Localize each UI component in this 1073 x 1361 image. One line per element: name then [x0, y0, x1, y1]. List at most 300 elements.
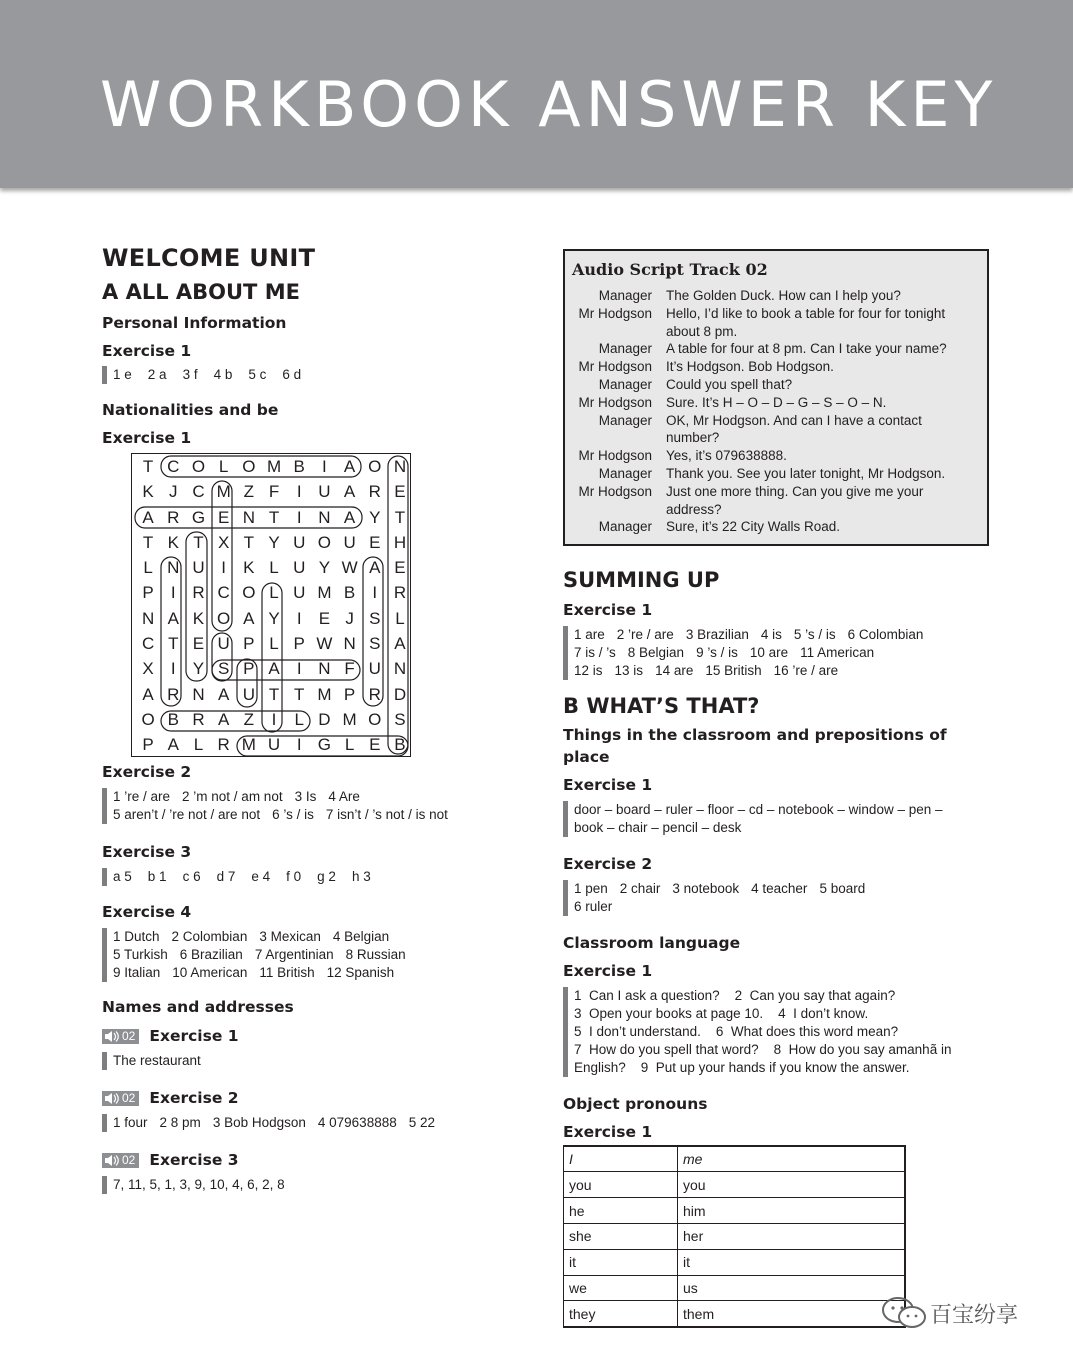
nationalities-heading: Nationalities and be [102, 401, 279, 419]
answer-item: 7 isn’t / ’s not / is not [325, 807, 448, 822]
script-speaker: Mr Hodgson [578, 394, 652, 410]
object-pronoun-cell: us [678, 1275, 906, 1301]
answer-line: book – chair – pencil – desk [574, 820, 742, 836]
circled-word-netherlands [388, 456, 408, 754]
word-search-letter: N [141, 608, 156, 628]
word-search-letter: I [221, 558, 228, 578]
script-line [572, 287, 979, 305]
word-search-letter: A [142, 684, 155, 704]
answer-item: 10 are [749, 645, 789, 661]
object-pronouns-heading: Object pronouns [563, 1095, 708, 1114]
table-row [564, 1146, 906, 1172]
section-a-title: A ALL ABOUT ME [102, 280, 300, 304]
script-speaker: Manager [598, 465, 652, 481]
answer-item: 15 British [705, 663, 762, 679]
script-text: Yes, it’s 079638888. [666, 448, 787, 464]
script-speaker: Manager [598, 341, 652, 357]
wechat-icon [880, 1296, 930, 1330]
script-speaker: Manager [598, 412, 652, 428]
answer-item: 12 is [574, 663, 603, 679]
answer-item: 7 is / ’s [574, 645, 616, 661]
answer-item: 4 Are [328, 789, 360, 804]
answer-item: 1 Dutch [113, 929, 160, 944]
answer-item: 16 ’re / are [773, 663, 839, 679]
script-speaker: Mr Hodgson [578, 359, 652, 375]
answer-item: 12 Spanish [326, 965, 395, 980]
word-search-letter: K [142, 482, 155, 502]
script-text: OK, Mr Hodgson. And can I have a contact number? [666, 412, 922, 446]
word-search-letter: W [341, 558, 359, 578]
word-search-letter: U [242, 684, 256, 704]
answer-line [574, 662, 993, 680]
word-search-letter: R [368, 684, 382, 704]
script-speaker: Mr Hodgson [578, 448, 652, 464]
word-search-letter: I [372, 583, 379, 603]
answer-item: 8 Russian [345, 947, 406, 962]
speaker-icon [105, 1155, 119, 1166]
answer-block [102, 868, 522, 886]
word-search-letter: Y [318, 558, 332, 578]
answer-item: 11 British [259, 965, 315, 980]
answer-line [574, 880, 993, 898]
word-search-letter: P [142, 735, 155, 755]
answer-line [574, 644, 993, 662]
answer-item: d 7 [216, 869, 236, 884]
exercise-heading: Exercise 1 [149, 1027, 239, 1045]
word-search-letter: I [296, 482, 303, 502]
answer-item: 2 8 pm [159, 1115, 201, 1130]
answer-line [113, 964, 522, 982]
script-text: Just one more thing. Can you give me your address? [666, 483, 924, 517]
summing-up-title: SUMMING UP [563, 568, 720, 593]
word-search-letter: L [218, 457, 230, 476]
word-search-letter: A [217, 709, 231, 729]
answer-item: 4 b [213, 367, 233, 382]
subject-pronoun-cell: you [564, 1172, 678, 1198]
word-search-letter: N [192, 684, 206, 704]
word-search-letter: K [243, 558, 256, 578]
word-search-letter: C [217, 583, 231, 603]
exercise-heading: Exercise 2 [102, 763, 192, 781]
script-text: Sure. It’s H – O – D – G – S – O – N. [666, 394, 887, 410]
script-text: Sure, it’s 22 City Walls Road. [666, 519, 841, 535]
word-search-letter: D [318, 709, 332, 729]
answer-item: 3 Is [294, 789, 317, 804]
page-header [0, 0, 1073, 188]
answer-item: 2 chair [619, 881, 661, 897]
speaker-icon [105, 1031, 119, 1042]
word-search-letter: Y [268, 532, 281, 552]
word-search-letter: N [343, 634, 357, 654]
answer-block [102, 928, 522, 982]
word-search-letter: Z [243, 709, 256, 729]
word-search-letter: N [242, 507, 256, 527]
word-search-letter: U [267, 735, 282, 755]
circled-word-usa [237, 659, 257, 707]
answer-line [113, 868, 522, 886]
answer-item: 5 ’s / is [793, 627, 836, 643]
script-line [572, 447, 979, 465]
answer-item: 1 pen [574, 881, 608, 897]
answer-item: 9 Italian [113, 965, 161, 980]
word-search-letter: E [394, 558, 407, 578]
table-row [564, 1249, 906, 1275]
answer-line: 1 Can I ask a question? 2 Can you say that again? [574, 988, 896, 1004]
word-search-letter: N [393, 457, 408, 476]
word-search-letter: R [217, 735, 231, 755]
answer-block [563, 801, 993, 837]
circled-word-mexico [212, 481, 232, 631]
right-column [563, 249, 993, 1328]
track-number: 02 [122, 1091, 136, 1105]
exercise-heading: Exercise 3 [149, 1151, 239, 1169]
answer-block [563, 987, 993, 1077]
exercise-heading-row [102, 1149, 522, 1171]
script-line [572, 340, 979, 358]
subject-pronoun-cell: I [564, 1146, 678, 1172]
word-search-letter: A [343, 507, 357, 527]
word-search-letter: M [317, 684, 333, 704]
word-search-letter: L [395, 608, 406, 628]
answer-line: 7 How do you spell that word? 8 How do you say amanhã in [574, 1042, 952, 1058]
word-search-letter: T [268, 507, 281, 527]
answer-item: g 2 [317, 869, 336, 884]
word-search-letter: I [170, 659, 177, 679]
script-text: Hello, I’d like to book a table for four for tonight about 8 pm. [666, 305, 946, 339]
answer-item: 1 are [574, 627, 605, 643]
answer-line [113, 806, 522, 824]
word-search-letter: R [192, 709, 206, 729]
word-search-letter: F [344, 659, 356, 679]
word-search-letter: L [269, 558, 280, 578]
answer-line: 6 ruler [574, 899, 613, 915]
exercise-heading: Exercise 4 [102, 903, 192, 921]
subject-pronoun-cell: she [564, 1224, 678, 1250]
word-search-letter: T [142, 532, 155, 552]
answer-item: 3 Mexican [259, 929, 321, 944]
word-search-letter: O [242, 583, 257, 603]
exercise-heading: Exercise 1 [563, 962, 653, 981]
subject-pronoun-cell: we [564, 1275, 678, 1301]
answer-item: 13 is [614, 663, 644, 679]
answer-line [113, 1114, 522, 1132]
word-search-letter: A [167, 735, 180, 755]
audio-script-dialogue [572, 287, 979, 536]
audio-track-badge[interactable] [102, 1029, 139, 1044]
personal-info-heading: Personal Information [102, 314, 287, 332]
word-search-letter: O [317, 532, 333, 552]
table-row [564, 1172, 906, 1198]
exercise-heading: Exercise 2 [563, 855, 653, 874]
answer-line: 5 I don’t understand. 6 What does this word mean? [574, 1024, 899, 1040]
answer-line: The restaurant [113, 1053, 201, 1068]
circled-word-brazil [161, 711, 310, 731]
table-row [564, 1301, 906, 1327]
circled-word-austria [363, 557, 383, 706]
word-search-letter: K [192, 608, 206, 628]
word-search-letter: F [268, 482, 281, 502]
word-search-letter: O [141, 709, 156, 729]
word-search-circles [132, 454, 412, 758]
script-line [572, 518, 979, 536]
circled-word-nigeria [161, 557, 181, 706]
word-search-letter: T [193, 532, 205, 552]
word-search-letter: X [217, 532, 231, 552]
answer-block [102, 788, 522, 824]
word-search-letter: J [169, 482, 179, 502]
word-search-letter: E [369, 735, 382, 755]
word-search-letter: N [318, 659, 332, 679]
word-search-letter: O [242, 457, 257, 476]
word-search-letter: I [296, 507, 303, 527]
answer-item: a 5 [113, 869, 132, 884]
answer-item: 9 ’s / is [696, 645, 738, 661]
answer-line: door – board – ruler – floor – cd – notebook – window – pen – [574, 802, 943, 818]
exercise-heading: Exercise 1 [563, 776, 653, 795]
answer-item: 2 a [147, 367, 167, 382]
script-speaker: Mr Hodgson [578, 305, 652, 321]
track-number: 02 [122, 1153, 136, 1167]
answer-item: c 6 [182, 869, 201, 884]
word-search-letter: U [293, 532, 307, 552]
audio-script-box [563, 249, 989, 546]
word-search-letter: U [293, 583, 307, 603]
things-classroom-heading: Things in the classroom and prepositions of place [563, 726, 947, 767]
object-pronoun-cell: you [678, 1172, 906, 1198]
word-search-letter: T [394, 507, 407, 527]
word-search-letter: E [369, 532, 382, 552]
word-search-letter: U [343, 532, 357, 552]
word-search-letter: P [293, 634, 306, 654]
answer-item: 6 ’s / is [272, 807, 314, 822]
pronoun-table [563, 1145, 906, 1328]
names-addresses-heading: Names and addresses [102, 998, 294, 1016]
word-search-letter: K [167, 532, 180, 552]
table-row [564, 1198, 906, 1224]
word-search-letter: N [318, 507, 332, 527]
word-search-letter: L [269, 634, 280, 654]
track-number: 02 [122, 1029, 136, 1043]
word-search-letter: A [268, 659, 281, 679]
subject-pronoun-cell: they [564, 1301, 678, 1327]
word-search-letter: E [192, 634, 206, 654]
word-search-letter: Y [192, 659, 206, 679]
word-search-letter: A [343, 482, 357, 502]
word-search-letter: U [217, 634, 231, 654]
answer-line: English? 9 Put up your hands if you know the answer. [574, 1060, 910, 1076]
word-search-letter: L [193, 735, 205, 755]
answer-line [113, 946, 522, 964]
answer-item: 5 22 [408, 1115, 436, 1130]
word-search-letter: B [343, 583, 357, 603]
answer-item: 4 teacher [751, 881, 808, 897]
word-search-letter: R [167, 684, 181, 704]
script-line [572, 394, 979, 412]
word-search-letter: T [294, 684, 306, 704]
word-search-letter: M [266, 457, 283, 476]
word-search-letter: W [316, 634, 334, 654]
unit-title: WELCOME UNIT [102, 244, 316, 272]
answer-item: 6 Brazilian [179, 947, 243, 962]
word-search-letter: O [191, 457, 207, 476]
answer-item: 11 American [800, 645, 875, 661]
script-text: Could you spell that? [666, 376, 793, 392]
word-search-letter: R [393, 583, 408, 603]
word-search-letter: M [317, 583, 333, 603]
word-search-letter: G [191, 507, 207, 527]
word-search-letter: A [343, 457, 357, 476]
object-pronoun-cell: them [678, 1301, 906, 1327]
exercise-heading: Exercise 3 [102, 843, 192, 861]
exercise-heading: Exercise 1 [563, 1123, 653, 1142]
answer-item: 5 c [248, 367, 267, 382]
answer-item: 2 ’re / are [616, 627, 674, 643]
answer-item: f 0 [286, 869, 302, 884]
exercise-heading: Exercise 1 [102, 429, 192, 447]
word-search-letter: T [142, 457, 155, 476]
answer-line: 3 Open your books at page 10. 4 I don’t know. [574, 1006, 869, 1022]
circled-word-argentina [135, 507, 362, 528]
word-search-letter: R [167, 507, 181, 527]
word-search-letter: A [167, 608, 180, 628]
answer-item: 3 f [182, 367, 198, 382]
word-search-letter: L [294, 709, 305, 729]
answer-item: 6 d [282, 367, 302, 382]
word-search-letter: H [393, 532, 408, 552]
circled-word-spain [212, 660, 360, 680]
answer-item: 4 079638888 [317, 1115, 397, 1130]
answer-item: 10 American [172, 965, 248, 980]
word-search-letter: M [342, 709, 358, 729]
word-search-letter: N [393, 659, 408, 679]
circled-word-colombia [161, 456, 361, 477]
word-search-letter: B [167, 709, 180, 729]
circled-word-uk [212, 633, 232, 681]
object-pronoun-cell: her [678, 1224, 906, 1250]
circled-word-italy [262, 583, 282, 732]
answer-item: 1 four [113, 1115, 148, 1130]
exercise-heading-row [102, 1025, 522, 1047]
script-speaker: Manager [598, 519, 652, 535]
word-search-letter: S [217, 659, 231, 679]
left-column [102, 243, 522, 1194]
answer-item: 8 Belgian [627, 645, 685, 661]
script-speaker: Mr Hodgson [578, 483, 652, 499]
word-search-letter: A [217, 684, 231, 704]
answer-line [113, 366, 522, 384]
word-search-letter: T [268, 684, 281, 704]
word-search-letter: M [241, 735, 257, 755]
answer-item: 1 ’re / are [113, 789, 171, 804]
word-search-letter: I [296, 659, 303, 679]
exercise-heading-row [102, 1087, 522, 1109]
answer-block [102, 1052, 522, 1070]
word-search-letter: J [345, 608, 355, 628]
word-search-letter: S [369, 608, 382, 628]
page-title: WORKBOOK ANSWER KEY [100, 68, 998, 141]
word-search-letter: U [192, 558, 206, 578]
answer-item: 5 board [819, 881, 866, 897]
answer-item: 3 Brazilian [685, 627, 749, 643]
word-search-letter: E [394, 482, 407, 502]
script-line [572, 305, 979, 341]
script-speaker: Manager [598, 288, 652, 303]
word-search-letter: X [142, 659, 155, 679]
answer-block [102, 1176, 522, 1194]
word-search-letter: Y [369, 507, 382, 527]
script-text: The Golden Duck. How can I help you? [666, 288, 901, 303]
word-search-letter: G [317, 735, 333, 755]
section-b-title: B WHAT’S THAT? [563, 694, 760, 719]
word-search-letter: A [394, 634, 407, 654]
answer-item: 14 are [655, 663, 694, 679]
script-line [572, 465, 979, 483]
word-search-letter: I [271, 709, 278, 729]
word-search-letter: L [143, 558, 154, 578]
audio-track-badge[interactable] [102, 1153, 139, 1168]
answer-item: 2 ’m not / am not [182, 789, 283, 804]
answer-item: h 3 [351, 869, 371, 884]
answer-block [563, 880, 993, 916]
object-pronoun-cell: me [678, 1146, 906, 1172]
word-search-letter: Y [268, 608, 281, 628]
answer-line [113, 928, 522, 946]
script-line [572, 376, 979, 394]
word-search-letter: L [344, 735, 356, 755]
word-search-letter: A [142, 507, 155, 527]
exercise-heading: Exercise 1 [102, 342, 192, 360]
answer-item: 5 Turkish [113, 947, 168, 962]
word-search-letter: I [322, 457, 328, 476]
word-search-letter: A [243, 608, 256, 628]
subject-pronoun-cell: he [564, 1198, 678, 1224]
watermark [880, 1296, 1018, 1330]
word-search-letter: O [368, 457, 383, 476]
word-search-letter: U [293, 558, 307, 578]
word-search-letter: P [243, 659, 256, 679]
answer-line [113, 788, 522, 806]
word-search-letter: C [141, 634, 156, 654]
answer-item: 6 Colombian [847, 627, 924, 643]
word-search-letter: B [293, 457, 306, 476]
word-search-letter: M [216, 482, 232, 502]
word-search-letter: E [217, 507, 231, 527]
word-search-letter: A [369, 558, 382, 578]
answer-block [563, 626, 993, 680]
answer-item: 3 Bob Hodgson [212, 1115, 306, 1130]
word-search-letter: S [394, 709, 407, 729]
word-search-letter: C [167, 457, 181, 476]
answer-item: 4 is [760, 627, 782, 643]
table-row [564, 1275, 906, 1301]
answer-item: e 4 [251, 869, 271, 884]
word-search-letter: P [343, 684, 357, 704]
audio-track-badge[interactable] [102, 1091, 139, 1106]
word-search-letter: I [296, 608, 303, 628]
word-search-letter: B [394, 735, 407, 755]
word-search-letter: R [368, 482, 382, 502]
script-line [572, 483, 979, 519]
word-search-letter: O [217, 608, 232, 628]
word-search-letter: P [142, 583, 155, 603]
table-row [564, 1224, 906, 1250]
word-search-letter: Z [243, 482, 256, 502]
script-text: A table for four at 8 pm. Can I take your name? [666, 341, 947, 357]
answer-item: 3 notebook [672, 881, 740, 897]
script-text: It’s Hodgson. Bob Hodgson. [666, 359, 834, 375]
speaker-icon [105, 1093, 119, 1104]
watermark-text: 百宝纷享 [930, 1302, 1019, 1328]
